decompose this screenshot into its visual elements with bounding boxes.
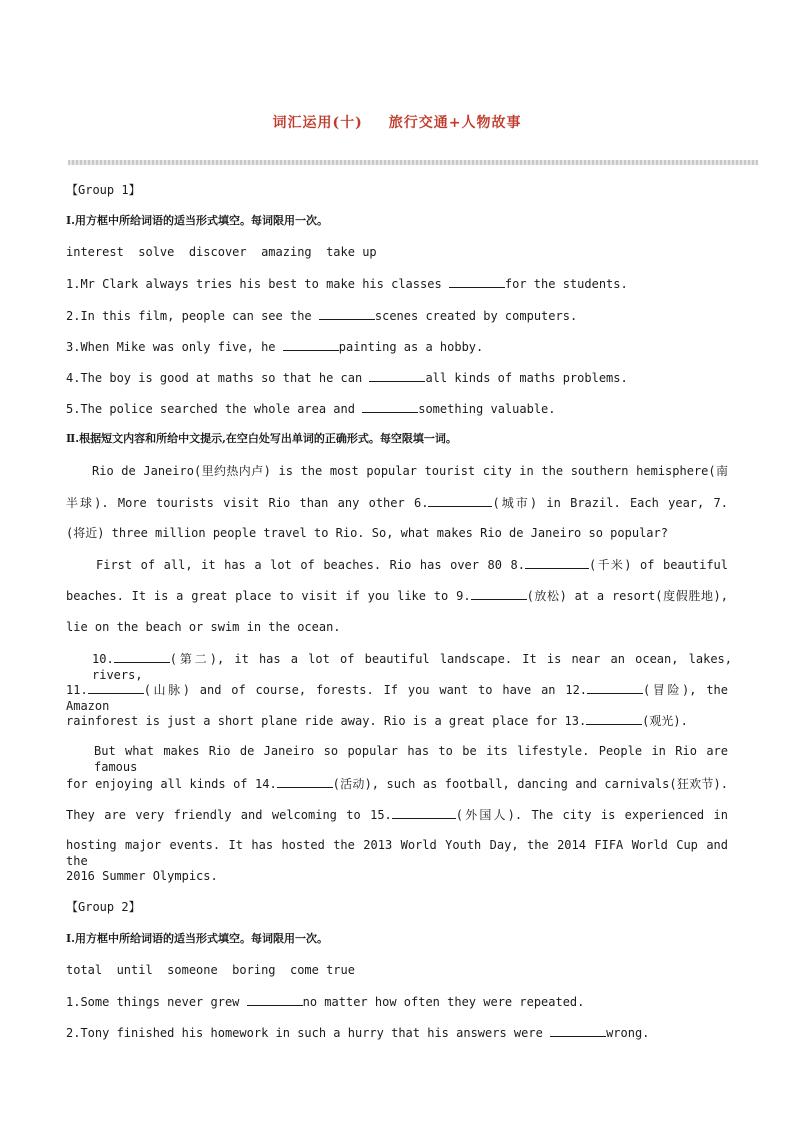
answer-blank[interactable] <box>362 400 418 413</box>
passage-p1-line2: 半球). More tourists visit Rio than any other 6. (城市) in Brazil. Each year, 7. <box>66 496 728 510</box>
answer-blank[interactable] <box>587 681 643 694</box>
passage-p4-line5: 2016 Summer Olympics. <box>66 869 218 883</box>
passage-p2-line1: First of all, it has a lot of beaches. Rio has over 80 8. (千米) of beautiful <box>96 558 728 572</box>
group2-question-2: 2.Tony finished his homework in such a hurry that his answers were wrong. <box>66 1026 650 1040</box>
group1-question-2: 2.In this film, people can see the scenes created by computers. <box>66 309 578 323</box>
passage-p3-line1: 10. (第二), it has a lot of beautiful landscape. It is near an ocean, lakes, rivers, <box>92 652 732 682</box>
passage-p3-line3: rainforest is just a short plane ride away. Rio is a great place for 13. (观光). <box>66 714 688 728</box>
group1-question-1: 1.Mr Clark always tries his best to make his classes for the students. <box>66 277 628 291</box>
answer-blank[interactable] <box>277 775 333 788</box>
answer-blank[interactable] <box>428 494 492 507</box>
group1-question-3: 3.When Mike was only five, he painting as a hobby. <box>66 340 484 354</box>
passage-p1-line1: Rio de Janeiro(里约热内卢) is the most popular tourist city in the southern hemisphere(南 <box>92 464 728 478</box>
passage-p3-line2: 11. (山脉) and of course, forests. If you want to have an 12. (冒险), the Amazon <box>66 683 728 713</box>
answer-blank[interactable] <box>247 993 303 1006</box>
group2-question-1: 1.Some things never grew no matter how often they were repeated. <box>66 995 585 1009</box>
passage-p2-line2: beaches. It is a great place to visit if you like to 9. (放松) at a resort(度假胜地), <box>66 589 728 603</box>
answer-blank[interactable] <box>392 806 456 819</box>
passage-p4-line3: They are very friendly and welcoming to 15. (外国人). The city is experienced in <box>66 808 728 822</box>
group1-word-bank: interest solve discover amazing take up <box>66 245 377 259</box>
group1-section2-instruction: Ⅱ.根据短文内容和所给中文提示,在空白处写出单词的正确形式。每空限填一词。 <box>66 432 457 445</box>
answer-blank[interactable] <box>586 712 642 725</box>
answer-blank[interactable] <box>319 307 375 320</box>
group1-header: 【Group 1】 <box>66 183 141 197</box>
answer-blank[interactable] <box>550 1024 606 1037</box>
page-title <box>0 112 794 132</box>
passage-p2-line3: lie on the beach or swim in the ocean. <box>66 620 341 634</box>
title-part1: 词汇运用(十) <box>272 115 363 131</box>
group1-question-5: 5.The police searched the whole area and something valuable. <box>66 402 556 416</box>
answer-blank[interactable] <box>88 681 144 694</box>
group2-section1-instruction: Ⅰ.用方框中所给词语的适当形式填空。每词限用一次。 <box>66 932 328 945</box>
answer-blank[interactable] <box>449 275 505 288</box>
passage-p4-line2: for enjoying all kinds of 14. (活动), such as football, dancing and carnivals(狂欢节). <box>66 777 728 791</box>
answer-blank[interactable] <box>525 556 589 569</box>
group1-section1-instruction: Ⅰ.用方框中所给词语的适当形式填空。每词限用一次。 <box>66 214 328 227</box>
answer-blank[interactable] <box>471 587 527 600</box>
title-divider <box>68 160 758 165</box>
answer-blank[interactable] <box>114 650 170 663</box>
passage-p4-line1: But what makes Rio de Janeiro so popular has to be its lifestyle. People in Rio are famous <box>94 744 728 774</box>
group1-question-4: 4.The boy is good at maths so that he can all kinds of maths problems. <box>66 371 628 385</box>
answer-blank[interactable] <box>369 369 425 382</box>
passage-p1-line3: (将近) three million people travel to Rio. So, what makes Rio de Janeiro so popular? <box>66 526 668 540</box>
group2-header: 【Group 2】 <box>66 900 141 914</box>
group2-word-bank: total until someone boring come true <box>66 963 355 977</box>
answer-blank[interactable] <box>283 338 339 351</box>
title-part2: 旅行交通+人物故事 <box>388 115 522 131</box>
passage-p4-line4: hosting major events. It has hosted the 2013 World Youth Day, the 2014 FIFA World Cup and the <box>66 838 728 868</box>
